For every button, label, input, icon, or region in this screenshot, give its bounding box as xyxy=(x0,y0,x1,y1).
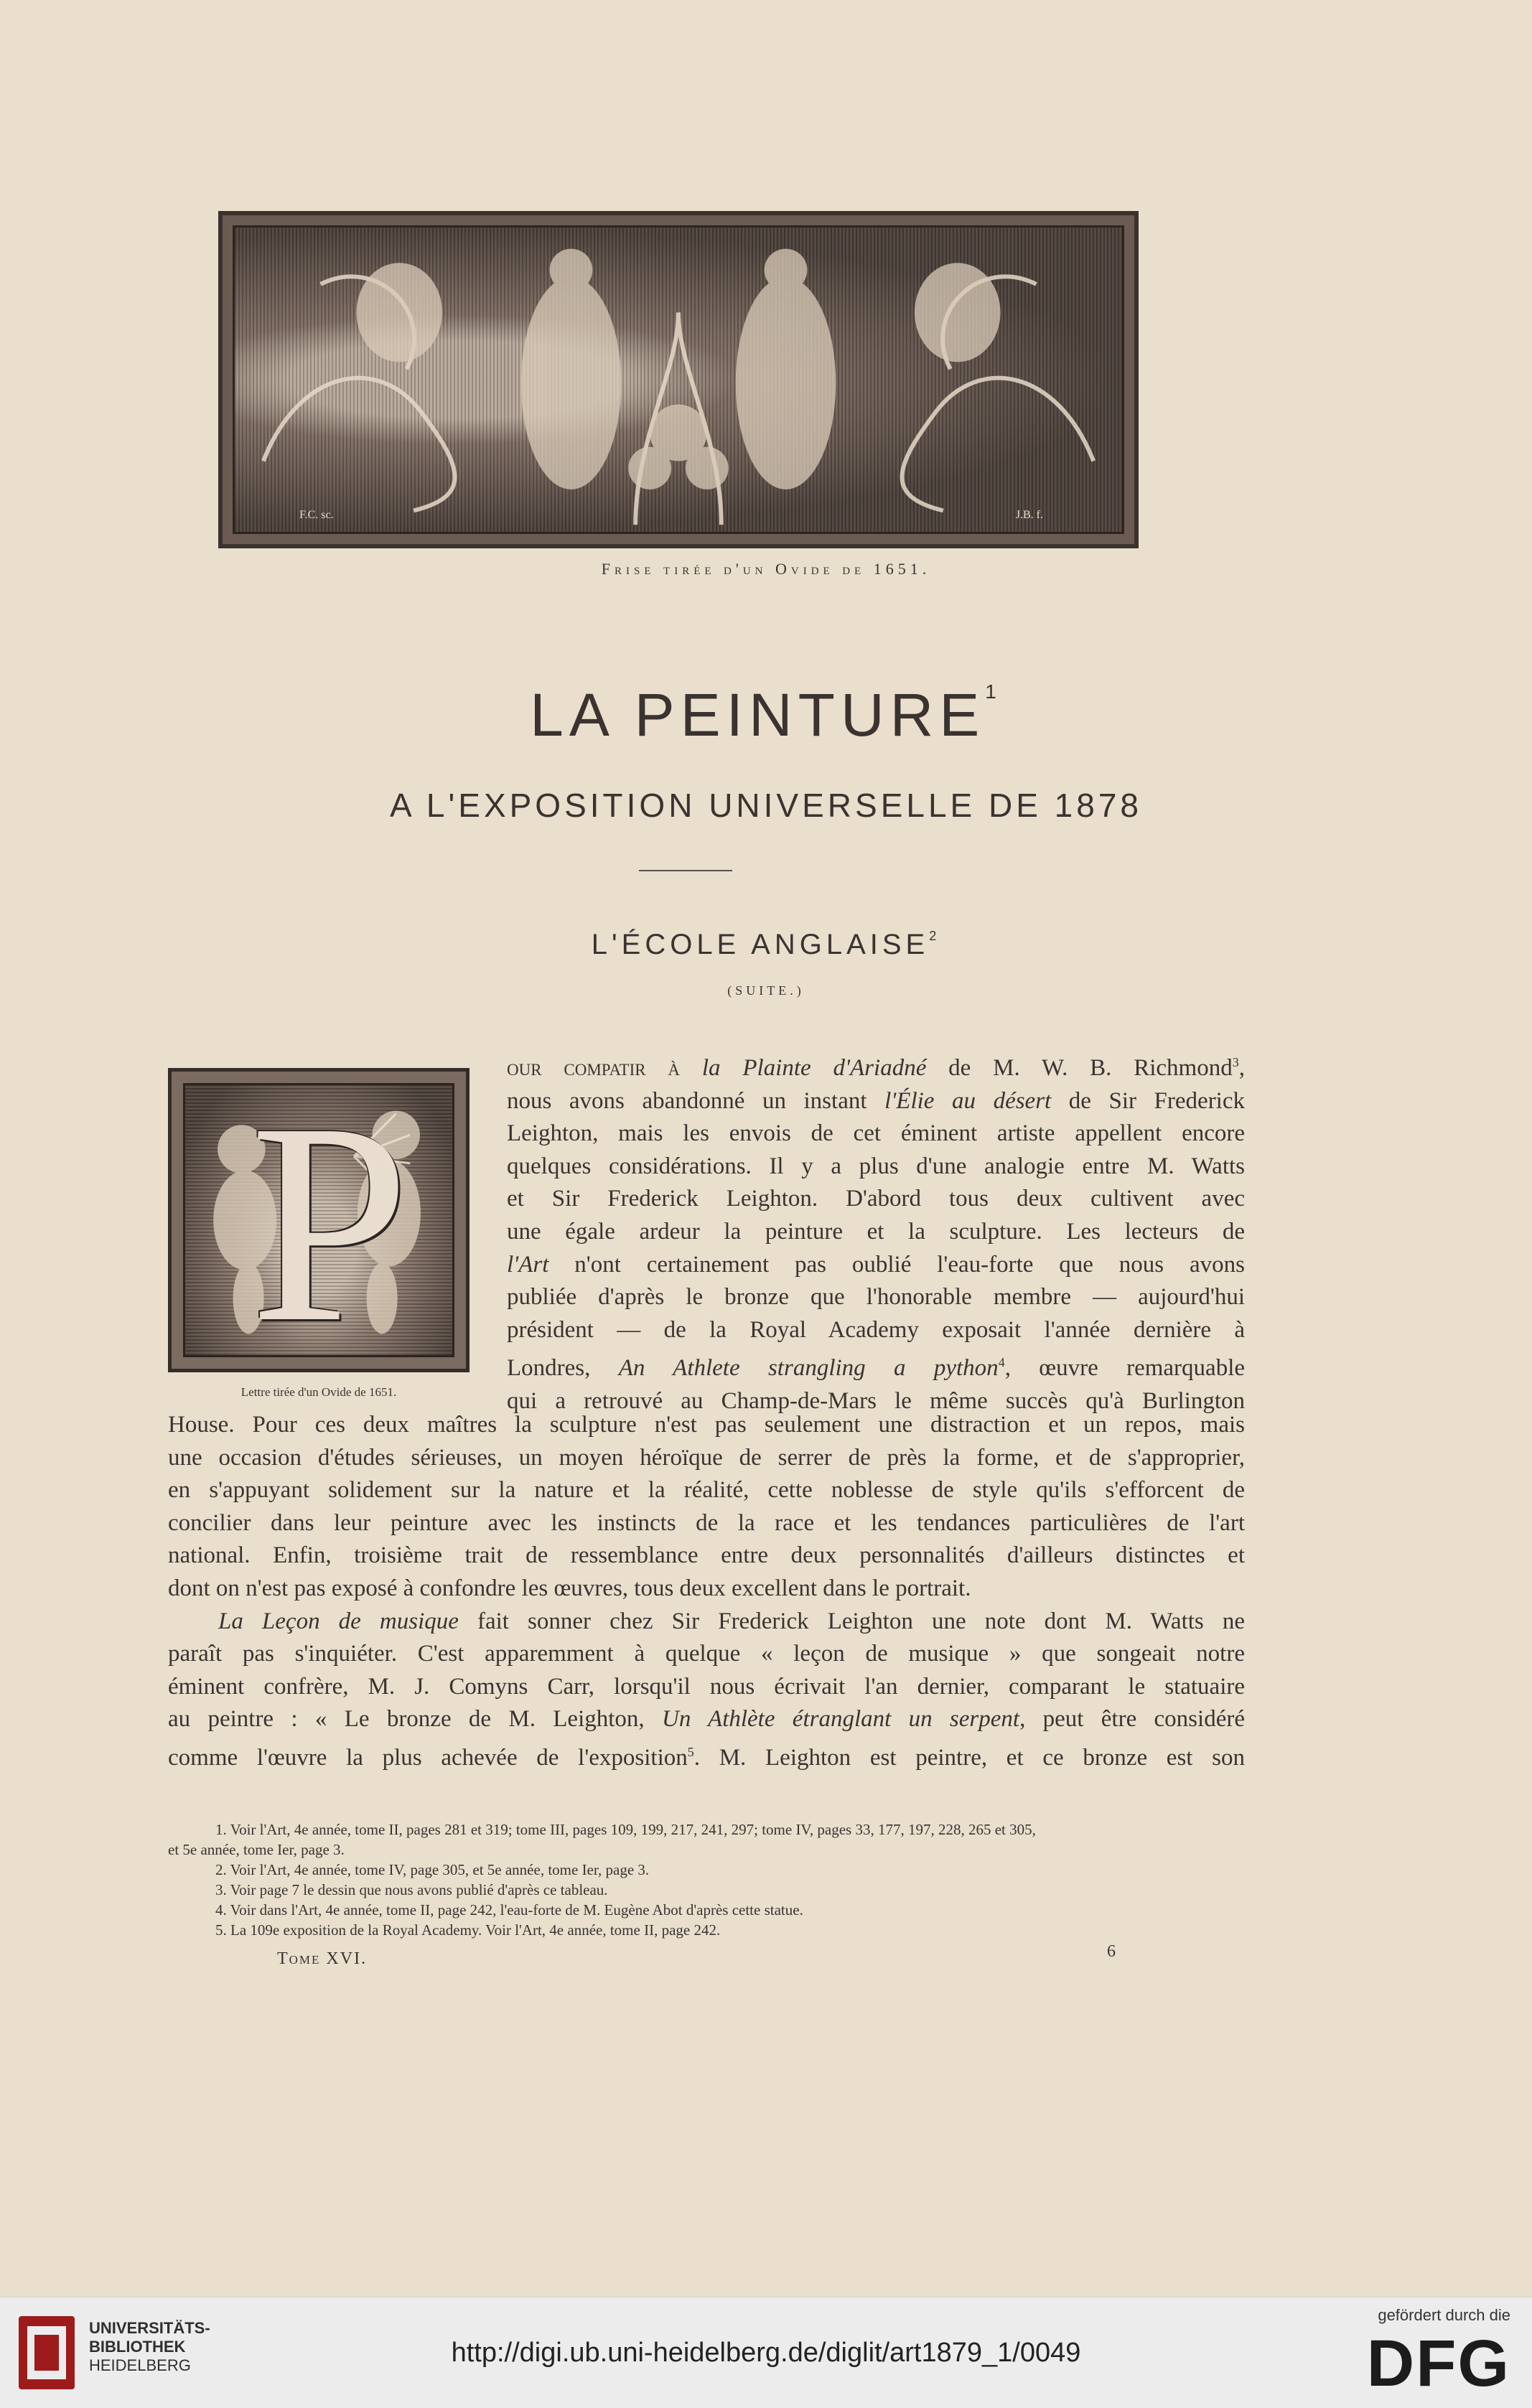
text-line: comme l'œuvre la plus achevée de l'exposition$^5$. M. Leighton est peintre, et ce bronze est son xyxy=(168,1744,1246,1771)
text-line: président — de la Royal Academy exposait l'année dernière à xyxy=(507,1316,1245,1343)
university-name: UNIVERSITÄTS- BIBLIOTHEK HEIDELBERG xyxy=(89,2319,210,2374)
footnote: 3. Voir page 7 le dessin que nous avons publié d'après ce tableau. xyxy=(215,1881,608,1898)
text-line: Leighton, mais les envois de cet éminent artiste appellent encore xyxy=(507,1120,1245,1147)
text-line: our compatir à la Plainte d'Ariadné de M. W. B. Richmond$^3$, xyxy=(507,1055,1245,1081)
initial-letter: P xyxy=(250,1083,410,1357)
text-line: national. Enfin, troisième trait de ressemblance entre deux personnalités d'ailleurs distinctes et xyxy=(168,1542,1245,1569)
initial-caption: Lettre tirée d'un Ovide de 1651. xyxy=(240,1385,397,1399)
frieze-ornament-icon xyxy=(235,228,1122,532)
frieze-engraving xyxy=(218,211,1139,548)
text-line: dont on n'est pas exposé à confondre les œuvres, tous deux excellent dans le portrait. xyxy=(168,1575,971,1601)
page-title: LA PEINTURE$^1$ xyxy=(530,680,1002,749)
page-subtitle: A L'EXPOSITION UNIVERSELLE DE 1878 xyxy=(389,787,1143,824)
text-line: une occasion d'études sérieuses, un moyen héroïque de serrer de près la forme, et de s'approprier, xyxy=(168,1444,1245,1471)
text-line: et Sir Frederick Leighton. D'abord tous deux cultivent avec xyxy=(507,1186,1245,1212)
page-number: 6 xyxy=(1107,1942,1116,1961)
section-heading: L'ÉCOLE ANGLAISE$^2$ xyxy=(591,929,941,960)
footnote: 2. Voir l'Art, 4e année, tome IV, page 305, et 5e année, tome Ier, page 3. xyxy=(215,1861,650,1878)
text-line: paraît pas s'inquiéter. C'est apparemment à quelque « leçon de musique » que songeait notre xyxy=(168,1641,1245,1667)
divider xyxy=(639,870,732,871)
footnote: 4. Voir dans l'Art, 4e année, tome II, page 242, l'eau-forte de M. Eugène Abot d'après cette statue. xyxy=(215,1901,803,1919)
text-line: La Leçon de musique fait sonner chez Sir Frederick Leighton une note dont M. Watts ne xyxy=(218,1608,1245,1634)
permalink-url[interactable]: http://digi.ub.uni-heidelberg.de/diglit/art1879_1/0049 xyxy=(451,2338,1081,2368)
footnote: 5. La 109e exposition de la Royal Academy. Voir l'Art, 4e année, tome II, page 242. xyxy=(215,1921,721,1939)
frieze-signature-left: F.C. sc. xyxy=(299,509,334,521)
dfg-logo: DFG xyxy=(1366,2327,1510,2400)
funding-label: gefördert durch die xyxy=(1378,2306,1510,2324)
viewer-footer xyxy=(0,2297,1532,2408)
frieze-signature-right: J.B. f. xyxy=(1015,509,1043,521)
text-line: éminent confrère, M. J. Comyns Carr, lorsqu'il nous écrivait l'an dernier, comparant le statuaire xyxy=(168,1673,1245,1700)
text-line: House. Pour ces deux maîtres la sculpture n'est pas seulement une distraction et un repos, mais xyxy=(168,1412,1245,1438)
body-column-full xyxy=(168,1409,1245,1775)
text-line: publiée d'après le bronze que l'honorable membre — aujourd'hui xyxy=(507,1284,1245,1311)
footnote: 1. Voir l'Art, 4e année, tome II, pages 281 et 319; tome III, pages 109, 199, 217, 241, 297; tome IV, pages 33, 177, 197, 228, 265 et 305, xyxy=(215,1821,1036,1838)
text-line: quelques considérations. Il y a plus d'une analogie entre M. Watts xyxy=(507,1153,1245,1179)
text-line: au peintre : « Le bronze de M. Leighton, Un Athlète étranglant un serpent, peut être considéré xyxy=(168,1706,1245,1733)
text-line: nous avons abandonné un instant l'Élie au désert de Sir Frederick xyxy=(507,1087,1245,1114)
text-line: Londres, An Athlete strangling a python$^4$, œuvre remarquable xyxy=(507,1355,1246,1382)
initial-letter-engraving xyxy=(168,1068,470,1372)
body-column-intro xyxy=(507,1046,1245,1418)
footnotes xyxy=(168,1819,1245,1940)
section-footnote-ref: 2 xyxy=(929,929,941,943)
volume-label: Tome XVI. xyxy=(277,1949,368,1968)
text-line: l'Art n'ont certainement pas oublié l'eau-forte que nous avons xyxy=(507,1251,1245,1278)
title-footnote-ref: 1 xyxy=(985,680,1002,703)
footnote-continuation: et 5e année, tome Ier, page 3. xyxy=(168,1841,345,1858)
text-line: concilier dans leur peinture avec les instincts de la race et les tendances particulières de l'art xyxy=(168,1509,1245,1536)
text-line: en s'appuyant solidement sur la nature et la réalité, cette noblesse de style qu'ils s'efforcent de xyxy=(168,1477,1245,1504)
text-line: une égale ardeur la peinture et la sculpture. Les lecteurs de xyxy=(507,1218,1245,1245)
text-line: qui a retrouvé au Champ-de-Mars le même succès qu'à Burlington xyxy=(507,1387,1245,1414)
frieze-caption: Frise tirée d'un Ovide de 1651. xyxy=(601,560,931,578)
section-suite-label: (SUITE.) xyxy=(727,983,805,998)
